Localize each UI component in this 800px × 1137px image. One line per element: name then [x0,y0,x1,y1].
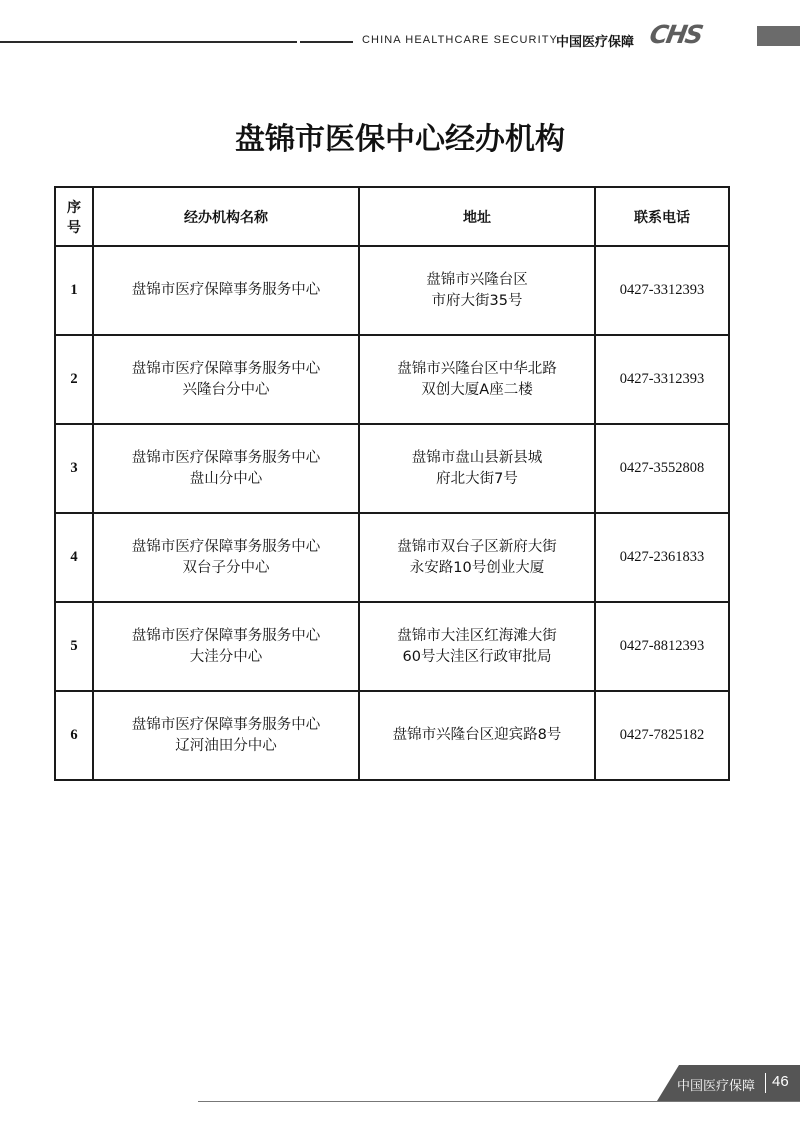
agency-name [93,424,359,513]
agency-address [359,602,595,691]
table-row [55,602,729,691]
header-num [55,187,93,246]
agency-phone: 0427-3312393 [595,246,729,335]
agency-phone: 0427-3552808 [595,424,729,513]
header-name: 经办机构名称 [93,187,359,246]
table-row [55,513,729,602]
agency-address-line: 盘锦市兴隆台区 [426,271,528,288]
agency-phone: 0427-3312393 [595,335,729,424]
table-row [55,691,729,780]
agency-address [359,691,595,780]
table-row [55,335,729,424]
header-address: 地址 [359,187,595,246]
agency-address [359,335,595,424]
agency-name-line: 大洼分中心 [189,648,263,665]
header-num-line2: 号 [67,219,81,236]
agency-name-line: 盘锦市医疗保障事务服务中心 [131,282,321,298]
table-row [55,246,729,335]
header-num-line1: 序 [67,199,81,216]
agency-address [359,424,595,513]
footer-separator [765,1073,766,1093]
header-phone: 联系电话 [595,187,729,246]
agency-address-line: 盘锦市兴隆台区迎宾路8号 [392,727,562,743]
agency-address-line: 永安路10号创业大厦 [409,559,545,576]
agency-address [359,513,595,602]
page-number: 46 [772,1073,789,1090]
header-english-title: CHINA HEALTHCARE SECURITY [362,34,558,46]
footer-rule [198,1101,800,1102]
agency-address [359,246,595,335]
agency-name [93,691,359,780]
agency-address-line: 盘锦市双台子区新府大街 [397,538,557,555]
agency-phone: 0427-2361833 [595,513,729,602]
agency-address-line: 盘锦市大洼区红海滩大街 [397,627,557,644]
agency-address-line: 60号大洼区行政审批局 [402,648,552,665]
agency-address-line: 盘锦市盘山县新县城 [411,449,543,466]
table-header-row [55,187,729,246]
row-number: 3 [55,424,93,513]
agency-name [93,246,359,335]
row-number: 1 [55,246,93,335]
agency-name-line: 盘山分中心 [189,470,263,487]
agency-phone: 0427-7825182 [595,691,729,780]
agency-phone: 0427-8812393 [595,602,729,691]
agency-name [93,335,359,424]
footer-label: 中国医疗保障 [677,1079,756,1094]
agency-name-line: 盘锦市医疗保障事务服务中心 [131,627,321,644]
agency-address-line: 市府大街35号 [431,292,523,309]
agency-name-line: 辽河油田分中心 [175,737,277,754]
agency-name [93,602,359,691]
agency-name-line: 盘锦市医疗保障事务服务中心 [131,360,321,377]
chs-logo: CHS [647,20,704,49]
agency-name-line: 双台子分中心 [182,559,270,576]
agency-table [54,186,730,781]
row-number: 6 [55,691,93,780]
agency-address-line: 府北大街7号 [436,470,518,487]
table-row [55,424,729,513]
agency-name-line: 兴隆台分中心 [182,381,270,398]
row-number: 4 [55,513,93,602]
agency-name-line: 盘锦市医疗保障事务服务中心 [131,449,321,466]
header-rule-short [300,41,353,43]
row-number: 2 [55,335,93,424]
row-number: 5 [55,602,93,691]
agency-name-line: 盘锦市医疗保障事务服务中心 [131,538,321,555]
header-rule-left [0,41,297,43]
agency-address-line: 双创大厦A座二楼 [421,381,533,398]
header-gray-block [757,26,800,46]
agency-name [93,513,359,602]
agency-address-line: 盘锦市兴隆台区中华北路 [397,360,557,377]
page-title: 盘锦市医保中心经办机构 [235,122,565,157]
header-chinese-title: 中国医疗保障 [556,35,635,50]
agency-name-line: 盘锦市医疗保障事务服务中心 [131,716,321,733]
